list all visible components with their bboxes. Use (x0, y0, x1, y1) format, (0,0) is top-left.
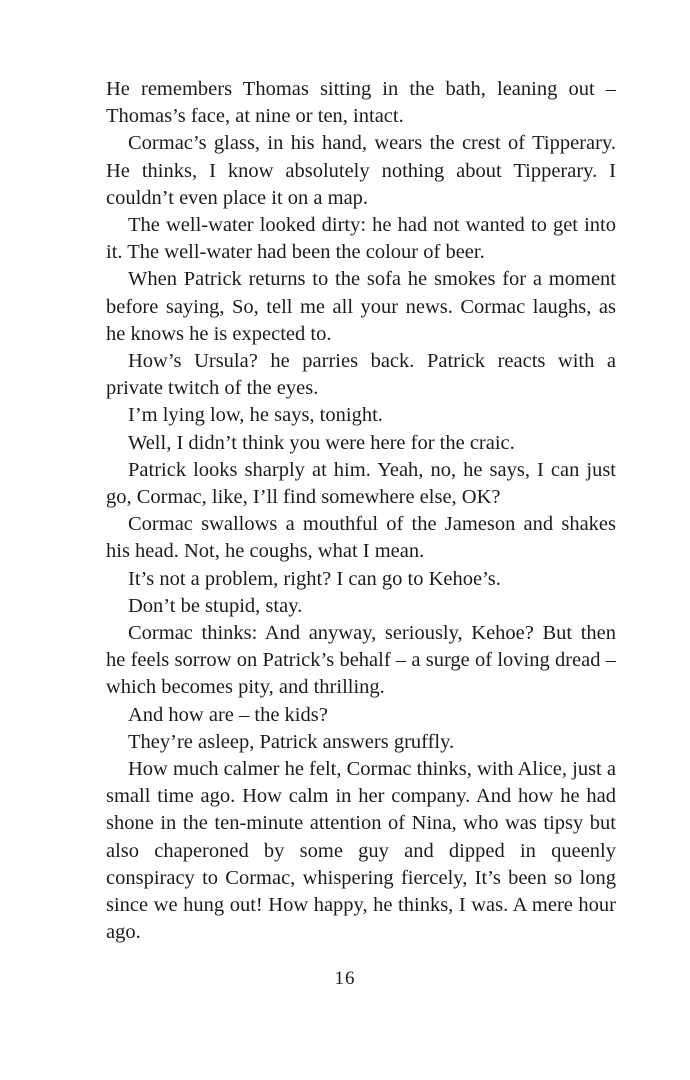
paragraph: He remembers Thomas sitting in the bath, leaning out – Thomas’s face, at nine or ten, intact. (106, 78, 616, 128)
paragraph: Don’t be stupid, stay. (128, 594, 303, 617)
paragraph: It’s not a problem, right? I can go to Kehoe’s. (128, 567, 501, 590)
paragraph: When Patrick returns to the sofa he smokes for a moment before saying, So, tell me all your news. Cormac laughs, as he knows he is expected to. (106, 268, 616, 345)
paragraph: Patrick looks sharply at him. Yeah, no, he says, I can just go, Cormac, like, I’ll find somewhere else, OK? (106, 458, 616, 509)
paragraph: Well, I didn’t think you were here for the craic. (128, 431, 515, 454)
paragraph: Cormac swallows a mouthful of the Jameson and shakes his head. Not, he coughs, what I mean. (106, 513, 616, 563)
paragraph: Cormac thinks: And anyway, seriously, Kehoe? But then he feels sorrow on Patrick’s behalf – a surge of loving dread – which becomes pity, and thrilling. (106, 622, 616, 699)
paragraph: And how are – the kids? (128, 703, 328, 726)
paragraph: How much calmer he felt, Cormac thinks, with Alice, just a small time ago. How calm in her company. And how he had shone in the ten-minute attention of Nina, who was tipsy but also chaperoned by some guy and dipped in queenly conspiracy to Cormac, whispering fiercely, It’s been so long since we hung out! How happy, he thinks, I was. A mere hour ago. (106, 758, 616, 944)
body-text (106, 76, 616, 947)
paragraph: I’m lying low, he says, tonight. (128, 404, 383, 427)
paragraph: Cormac’s glass, in his hand, wears the crest of Tipperary. He thinks, I know absolutely nothing about Tipperary. I couldn’t even place it on a map. (106, 132, 616, 209)
paragraph: They’re asleep, Patrick answers gruffly. (128, 730, 455, 753)
page-number: 16 (334, 968, 356, 989)
paragraph: How’s Ursula? he parries back. Patrick reacts with a private twitch of the eyes. (106, 350, 616, 400)
paragraph: The well-water looked dirty: he had not wanted to get into it. The well-water had been the colour of beer. (106, 214, 616, 264)
